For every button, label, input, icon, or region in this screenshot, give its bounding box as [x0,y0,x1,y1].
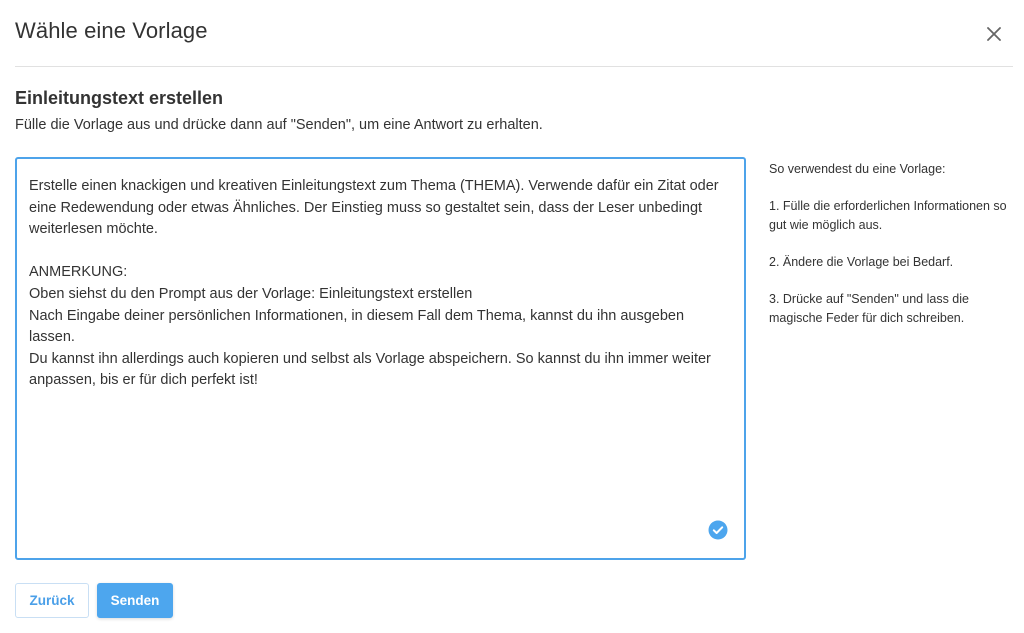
send-button[interactable]: Senden [97,583,173,618]
help-step: 3. Drücke auf "Senden" und lass die magische Feder für dich schreiben. [769,292,969,325]
template-title: Einleitungstext erstellen [15,88,224,108]
template-subtitle: Fülle die Vorlage aus und drücke dann auf "Senden", um eine Antwort zu erhalten. [15,117,543,133]
prompt-textarea[interactable] [15,157,746,560]
header-divider [15,66,1013,67]
help-heading: So verwendest du eine Vorlage: [769,162,946,176]
close-button[interactable] [980,20,1008,48]
dialog-title: Wähle eine Vorlage [15,18,208,43]
help-step: 2. Ändere die Vorlage bei Bedarf. [769,255,954,269]
check-circle-icon [708,520,728,540]
prompt-text[interactable]: Erstelle einen knackigen und kreativen Einleitungstext zum Thema (THEMA). Verwende dafür ein Zitat oder eine Redewendung oder etwas Ähnliches. Der Einstieg muss so gestaltet sein, dass der Leser unbedingt weiterlesen möchte. ANMERKUNG: Oben siehst du den Prompt aus der Vorlage: Einleitungstext erstellen Nach Eingabe deiner persönlichen Informationen, in diesem Fall dem Thema, kannst du ihn ausgeben lassen. Du kannst ihn allerdings auch kopieren und selbst als Vorlage abspeichern. So kannst du ihn immer weiter anpassen, bis er für dich perfekt ist! [29,178,719,389]
help-step: 1. Fülle die erforderlichen Informationen so gut wie möglich aus. [769,199,1007,232]
help-panel [769,160,1019,346]
back-button[interactable]: Zurück [15,583,89,618]
close-icon [987,27,1001,41]
